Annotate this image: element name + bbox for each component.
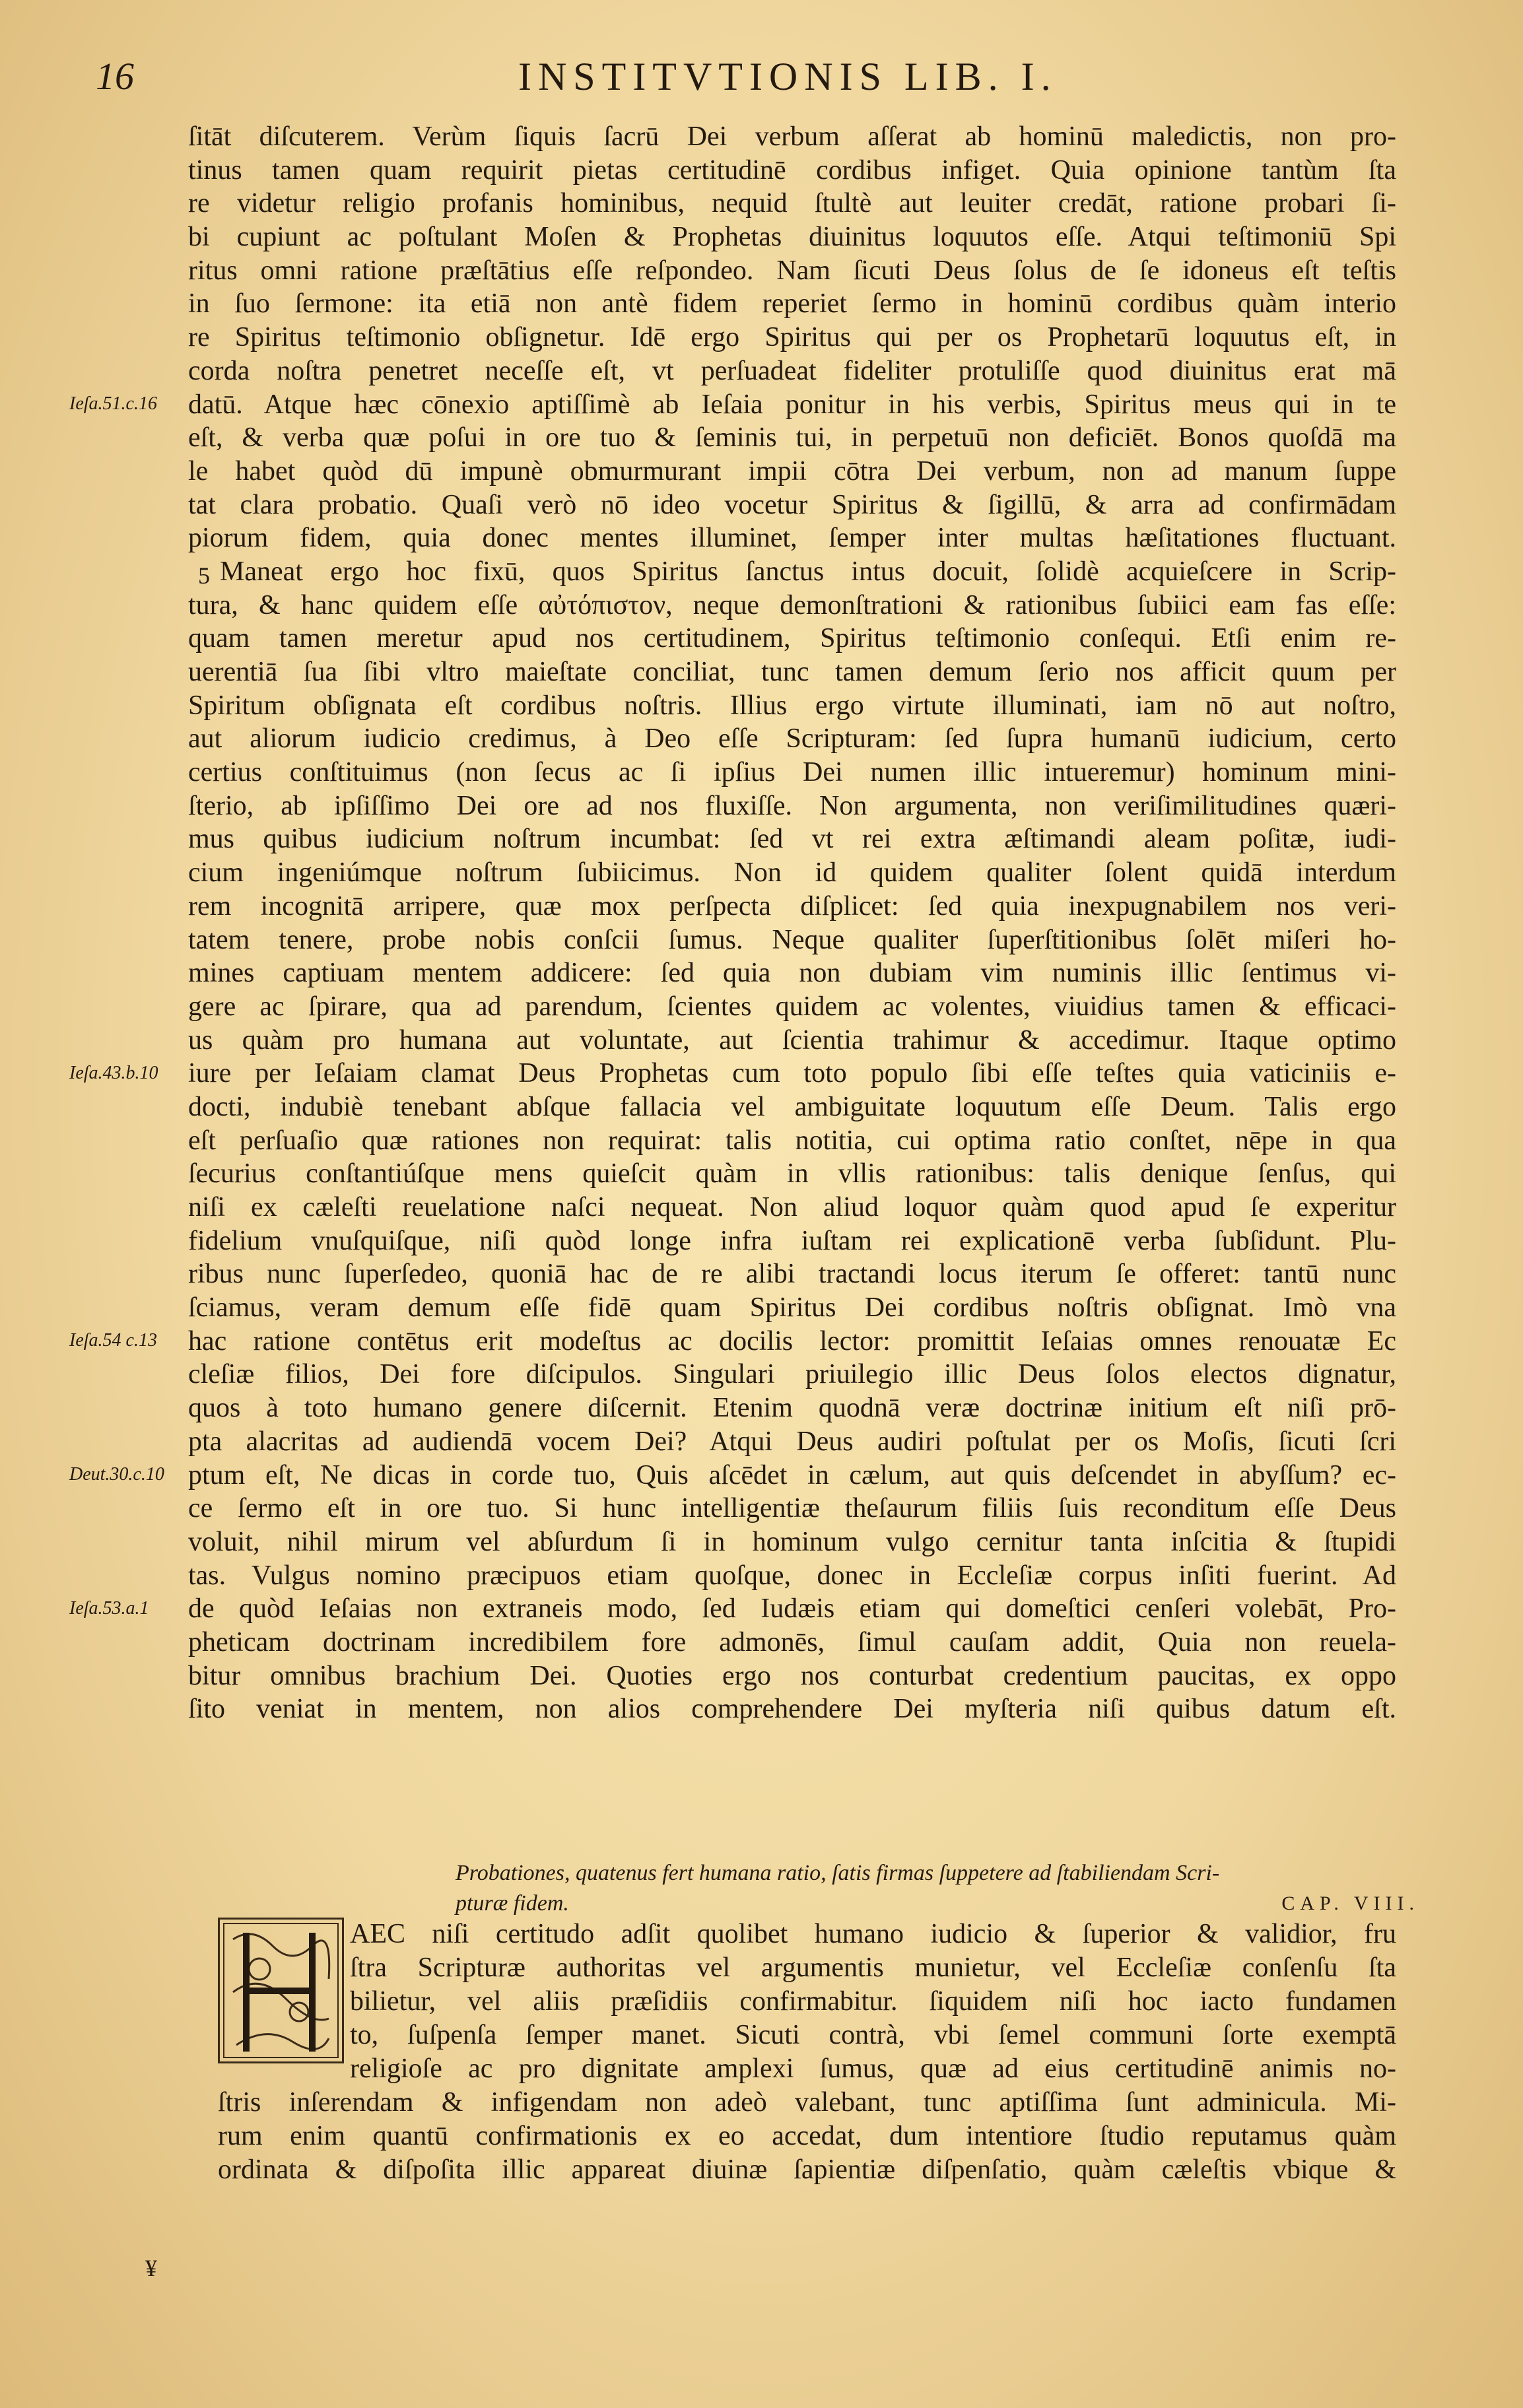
text-line: certius conſtituimus (non ſecus ac ſi ipſius Dei numen illic intueremur) hominum mini- bbox=[188, 757, 1396, 788]
text-line: bilietur, vel aliis præſidiis confirmabitur. ſiquidem niſi hoc iacto fundamen bbox=[350, 1986, 1396, 2017]
text-line: ſterio, ab ipſiſſimo Dei ore ad nos fluxiſſe. Non argumenta, non veriſimilitudines quæri- bbox=[188, 790, 1396, 821]
margin-citation: Ieſa.54 c.13 bbox=[69, 1330, 157, 1351]
text-line: religioſe ac pro dignitate amplexi ſumus, quæ ad eius certitudinē animis no- bbox=[350, 2054, 1396, 2084]
margin-citation: Ieſa.51.c.16 bbox=[69, 393, 157, 414]
text-line: voluit, nihil mirum vel abſurdum ſi in hominum vulgo cernitur tanta inſcitia & ſtupidi bbox=[188, 1526, 1396, 1557]
margin-citation: Deut.30.c.10 bbox=[69, 1464, 164, 1485]
chapter-title-line-2: pturæ fidem. bbox=[456, 1891, 569, 1916]
text-line: cleſiæ filios, Dei fore diſcipulos. Singulari priuilegio illic Deus ſolos electos dignatur, bbox=[188, 1359, 1396, 1390]
text-line: rem incognitā arripere, quæ mox perſpecta diſplicet: ſed quia inexpugnabilem nos veri- bbox=[188, 890, 1396, 921]
text-line: tat clara probatio. Quaſi verò nō ideo vocetur Spiritus & ſigillū, & arra ad confirmādam bbox=[188, 489, 1396, 520]
text-line: docti, indubiè tenebant abſque fallacia vel ambiguitate loquutum eſſe Deum. Talis ergo bbox=[188, 1091, 1396, 1122]
decorated-initial bbox=[218, 1918, 344, 2063]
text-line: iure per Ieſaiam clamat Deus Prophetas cum toto populo ſibi eſſe teſtes quia vaticiniis e- bbox=[188, 1058, 1396, 1089]
text-line: tas. Vulgus nomino præcipuos etiam quoſque, donec in Eccleſiæ corpus inſiti fuerint. Ad bbox=[188, 1560, 1396, 1591]
body-text bbox=[188, 120, 1396, 1726]
text-line: ſito veniat in mentem, non alios comprehendere Dei myſteria niſi quibus datum eſt. bbox=[188, 1694, 1396, 1725]
text-line: mus quibus iudicium noſtrum incumbat: ſed vt rei extra æſtimandi aleam poſitæ, iudi- bbox=[188, 824, 1396, 855]
text-line: fidelium vnuſquiſque, niſi quòd longe infra iuſtam rei explicationē verba ſubſidunt. Plu- bbox=[188, 1225, 1396, 1256]
text-line: Maneat ergo hoc fixū, quos Spiritus ſanctus intus docuit, ſolidè acquieſcere in Scrip- bbox=[220, 556, 1396, 587]
text-line: tura, & hanc quidem eſſe αὐτόπιστον, neque demonſtrationi & rationibus ſubiici eam fas eſſe: bbox=[188, 589, 1396, 620]
printers-mark: ¥ bbox=[145, 2255, 157, 2281]
text-line: pta alacritas ad audiendā vocem Dei? Atqui Deus audiri poſtulat per os Moſis, ſicuti ſcri bbox=[188, 1426, 1396, 1457]
text-line: datū. Atque hæc cōnexio aptiſſimè ab Ieſaia ponitur in his verbis, Spiritus meus qui in te bbox=[188, 389, 1396, 420]
text-line: ſtris inſerendam & infigendam non adeò valebant, tunc aptiſſima ſunt adminicula. Mi- bbox=[218, 2087, 1396, 2118]
text-line: us quàm pro humana aut voluntate, aut ſcientia trahimur & accedimur. Itaque optimo bbox=[188, 1024, 1396, 1055]
margin-citation: Ieſa.53.a.1 bbox=[69, 1597, 149, 1619]
text-line: uerentiā ſua ſibi vltro maieſtate conciliat, tunc tamen demum ſerio nos afficit quum per bbox=[188, 657, 1396, 687]
text-line: corda noſtra penetret neceſſe eſt, vt perſuadeat fideliter protuliſſe quod diuinitus erat mā bbox=[188, 355, 1396, 386]
text-line: re Spiritus teſtimonio obſignetur. Idē ergo Spiritus qui per os Prophetarū loquutus eſt, in bbox=[188, 322, 1396, 353]
text-line: AEC niſi certitudo adſit quolibet humano iudicio & ſuperior & validior, fru bbox=[350, 1919, 1396, 1949]
chapter-heading bbox=[456, 1858, 1419, 1919]
text-line: quos à toto humano genere diſcernit. Etenim quodnā veræ doctrinæ initium eſt niſi prō- bbox=[188, 1393, 1396, 1424]
text-line: de quòd Ieſaias non extraneis modo, ſed Iudæis etiam qui domeſtici cenſeri volebāt, Pro- bbox=[188, 1593, 1396, 1624]
text-line: ſitāt diſcuterem. Verùm ſiquis ſacrū Dei verbum aſſerat ab hominū maledictis, non pro- bbox=[188, 121, 1396, 152]
text-line: hac ratione contētus erit modeſtus ac docilis lector: promittit Ieſaias omnes renouatæ Ec bbox=[188, 1325, 1396, 1356]
page-header bbox=[96, 54, 1423, 114]
text-line: pheticam doctrinam incredibilem fore admonēs, ſimul cauſam addit, Quia non reuela- bbox=[188, 1626, 1396, 1657]
line-number: 5 bbox=[198, 562, 210, 589]
chapter-body bbox=[218, 1918, 1396, 2187]
text-line: gere ac ſpirare, qua ad parendum, ſcientes quidem ac volentes, viuidius tamen & efficaci- bbox=[188, 991, 1396, 1022]
text-line: in ſuo ſermone: ita etiā non antè fidem reperiet ſermo in hominū cordibus quàm interio bbox=[188, 288, 1396, 319]
text-line: ſtra Scripturæ authoritas vel argumentis munietur, vel Eccleſiæ conſenſu ſta bbox=[350, 1953, 1396, 1983]
text-line: ritus omni ratione præſtātius eſſe reſpondeo. Nam ſicuti Deus ſolus de ſe idoneus eſt teſtis bbox=[188, 255, 1396, 286]
text-line: tinus tamen quam requirit pietas certitudinē cordibus infiget. Quia opinione tantùm ſta bbox=[188, 154, 1396, 185]
text-line: ſciamus, veram demum eſſe fidē quam Spiritus Dei cordibus noſtris obſignat. Imò vna bbox=[188, 1292, 1396, 1323]
folio-number: 16 bbox=[96, 55, 134, 98]
text-line: ordinata & diſpoſita illic appareat diuinæ ſapientiæ diſpenſatio, quàm cæleſtis vbique & bbox=[218, 2155, 1396, 2185]
text-line: Spiritum obſignata eſt cordibus noſtris. Illius ergo virtute illuminati, iam nō aut noſtro, bbox=[188, 690, 1396, 721]
text-line: rum enim quantū confirmationis ex eo accedat, dum intentiore ſtudio reputamus quàm bbox=[218, 2121, 1396, 2151]
chapter-number: CAP. VIII. bbox=[1281, 1892, 1419, 1914]
chapter-title-line-1: Probationes, quatenus fert humana ratio, ſatis firmas ſuppetere ad ſtabiliendam Scri- bbox=[456, 1861, 1220, 1885]
text-line: cium ingeniúmque noſtrum ſubiicimus. Non id quidem qualiter ſolent quidā interdum bbox=[188, 857, 1396, 888]
text-line: le habet quòd dū impunè obmurmurant impii cōtra Dei verbum, non ad manum ſuppe bbox=[188, 455, 1396, 486]
text-line: ce ſermo eſt in ore tuo. Si hunc intelligentiæ theſaurum filiis ſuis reconditum eſſe Deus bbox=[188, 1493, 1396, 1524]
text-line: quam tamen meretur apud nos certitudinem, Spiritus teſtimonio conſequi. Etſi enim re- bbox=[188, 623, 1396, 654]
running-head: INSTITVTIONIS LIB. I. bbox=[518, 55, 1058, 98]
text-line: bitur omnibus brachium Dei. Quoties ergo nos conturbat credentium paucitas, ex oppo bbox=[188, 1660, 1396, 1691]
text-line: tatem tenere, probe nobis conſcii ſumus. Neque qualiter ſuperſtitionibus ſolēt miſeri ho- bbox=[188, 924, 1396, 955]
text-line: ribus nunc ſuperſedeo, quoniā hac de re alibi tractandi locus iterum ſe offeret: tantū nunc bbox=[188, 1259, 1396, 1290]
text-line: mines captiuam mentem addicere: ſed quia non dubiam vim numinis illic ſentimus vi- bbox=[188, 958, 1396, 989]
text-line: to, ſuſpenſa ſemper manet. Sicuti contrà, vbi ſemel communi ſorte exemptā bbox=[350, 2020, 1396, 2050]
text-line: ptum eſt, Ne dicas in corde tuo, Quis aſcēdet in cælum, aut quis deſcendet in abyſſum? ec- bbox=[188, 1459, 1396, 1490]
text-line: niſi ex cæleſti reuelatione naſci nequeat. Non aliud loquor quàm quod apud ſe experitur bbox=[188, 1192, 1396, 1222]
text-line: eſt perſuaſio quæ rationes non requirat: talis notitia, cui optima ratio conſtet, nēpe in qua bbox=[188, 1125, 1396, 1156]
text-line: piorum fidem, quia donec mentes illuminet, ſemper inter multas hæſitationes fluctuant. bbox=[188, 523, 1396, 554]
text-line: bi cupiunt ac poſtulant Moſen & Prophetas diuinitus loquutos eſſe. Atqui teſtimoniū Spi bbox=[188, 222, 1396, 253]
text-line: eſt, & verba quæ poſui in ore tuo & ſeminis tui, in perpetuū non deficiēt. Bonos quoſdā ma bbox=[188, 422, 1396, 453]
text-line: re videtur religio profanis hominibus, nequid ſtultè aut leuiter credāt, ratione probari ſi- bbox=[188, 188, 1396, 219]
text-line: aut aliorum iudicio credimus, à Deo eſſe Scripturam: ſed ſupra humanū iudicium, certo bbox=[188, 723, 1396, 754]
text-line: ſecurius conſtantiúſque mens quieſcit quàm in vllis rationibus: talis denique ſenſus, qui bbox=[188, 1158, 1396, 1189]
margin-citation: Ieſa.43.b.10 bbox=[69, 1062, 158, 1083]
